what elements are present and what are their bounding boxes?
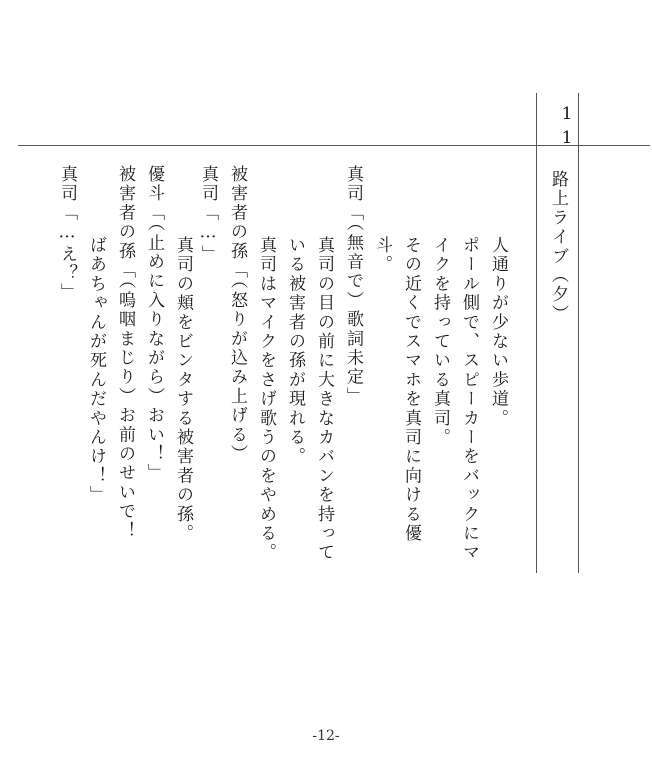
dialogue-line-1: 真司「（無音で）歌詞未定」 (343, 165, 363, 407)
page-number: -12- (312, 728, 340, 744)
scene-heading: 路上ライブ（夕） (548, 170, 568, 324)
scene-column-right-rule (578, 93, 579, 573)
dialogue-line-5: 被害者の孫「（嗚咽まじり）お前のせいで！ (115, 165, 135, 541)
action-line-3: イクを持っている真司。 (430, 236, 450, 448)
scene-number: 11 (557, 104, 577, 152)
action-line-5: 斗。 (372, 236, 392, 275)
dialogue-line-6: 真司「…え？」 (57, 165, 77, 303)
dialogue-line-2: 被害者の孫「（怒りが込み上げる） (227, 165, 247, 464)
action-line-1: 人通りが少ない歩道。 (488, 236, 508, 428)
dialogue-line-3: 真司「…」 (198, 165, 218, 264)
dialogue-line-4: 優斗「（止めに入りながら）おい！」 (144, 165, 164, 483)
action-line-4: その近くでスマホを真司に向ける優 (401, 236, 421, 544)
action-line-8: 真司はマイクをさげ歌うのをやめる。 (256, 236, 276, 563)
action-line-2: ポール側で、スピーカーをバックにマ (459, 236, 479, 563)
scene-column-left-rule (536, 93, 537, 573)
action-line-9: 真司の頬をビンタする被害者の孫。 (173, 236, 193, 544)
action-line-7: いる被害者の孫が現れる。 (285, 236, 305, 467)
action-line-6: 真司の目の前に大きなカバンを持って (314, 236, 334, 563)
dialogue-line-5-continued: ばあちゃんが死んだやんけ！」 (86, 236, 106, 505)
